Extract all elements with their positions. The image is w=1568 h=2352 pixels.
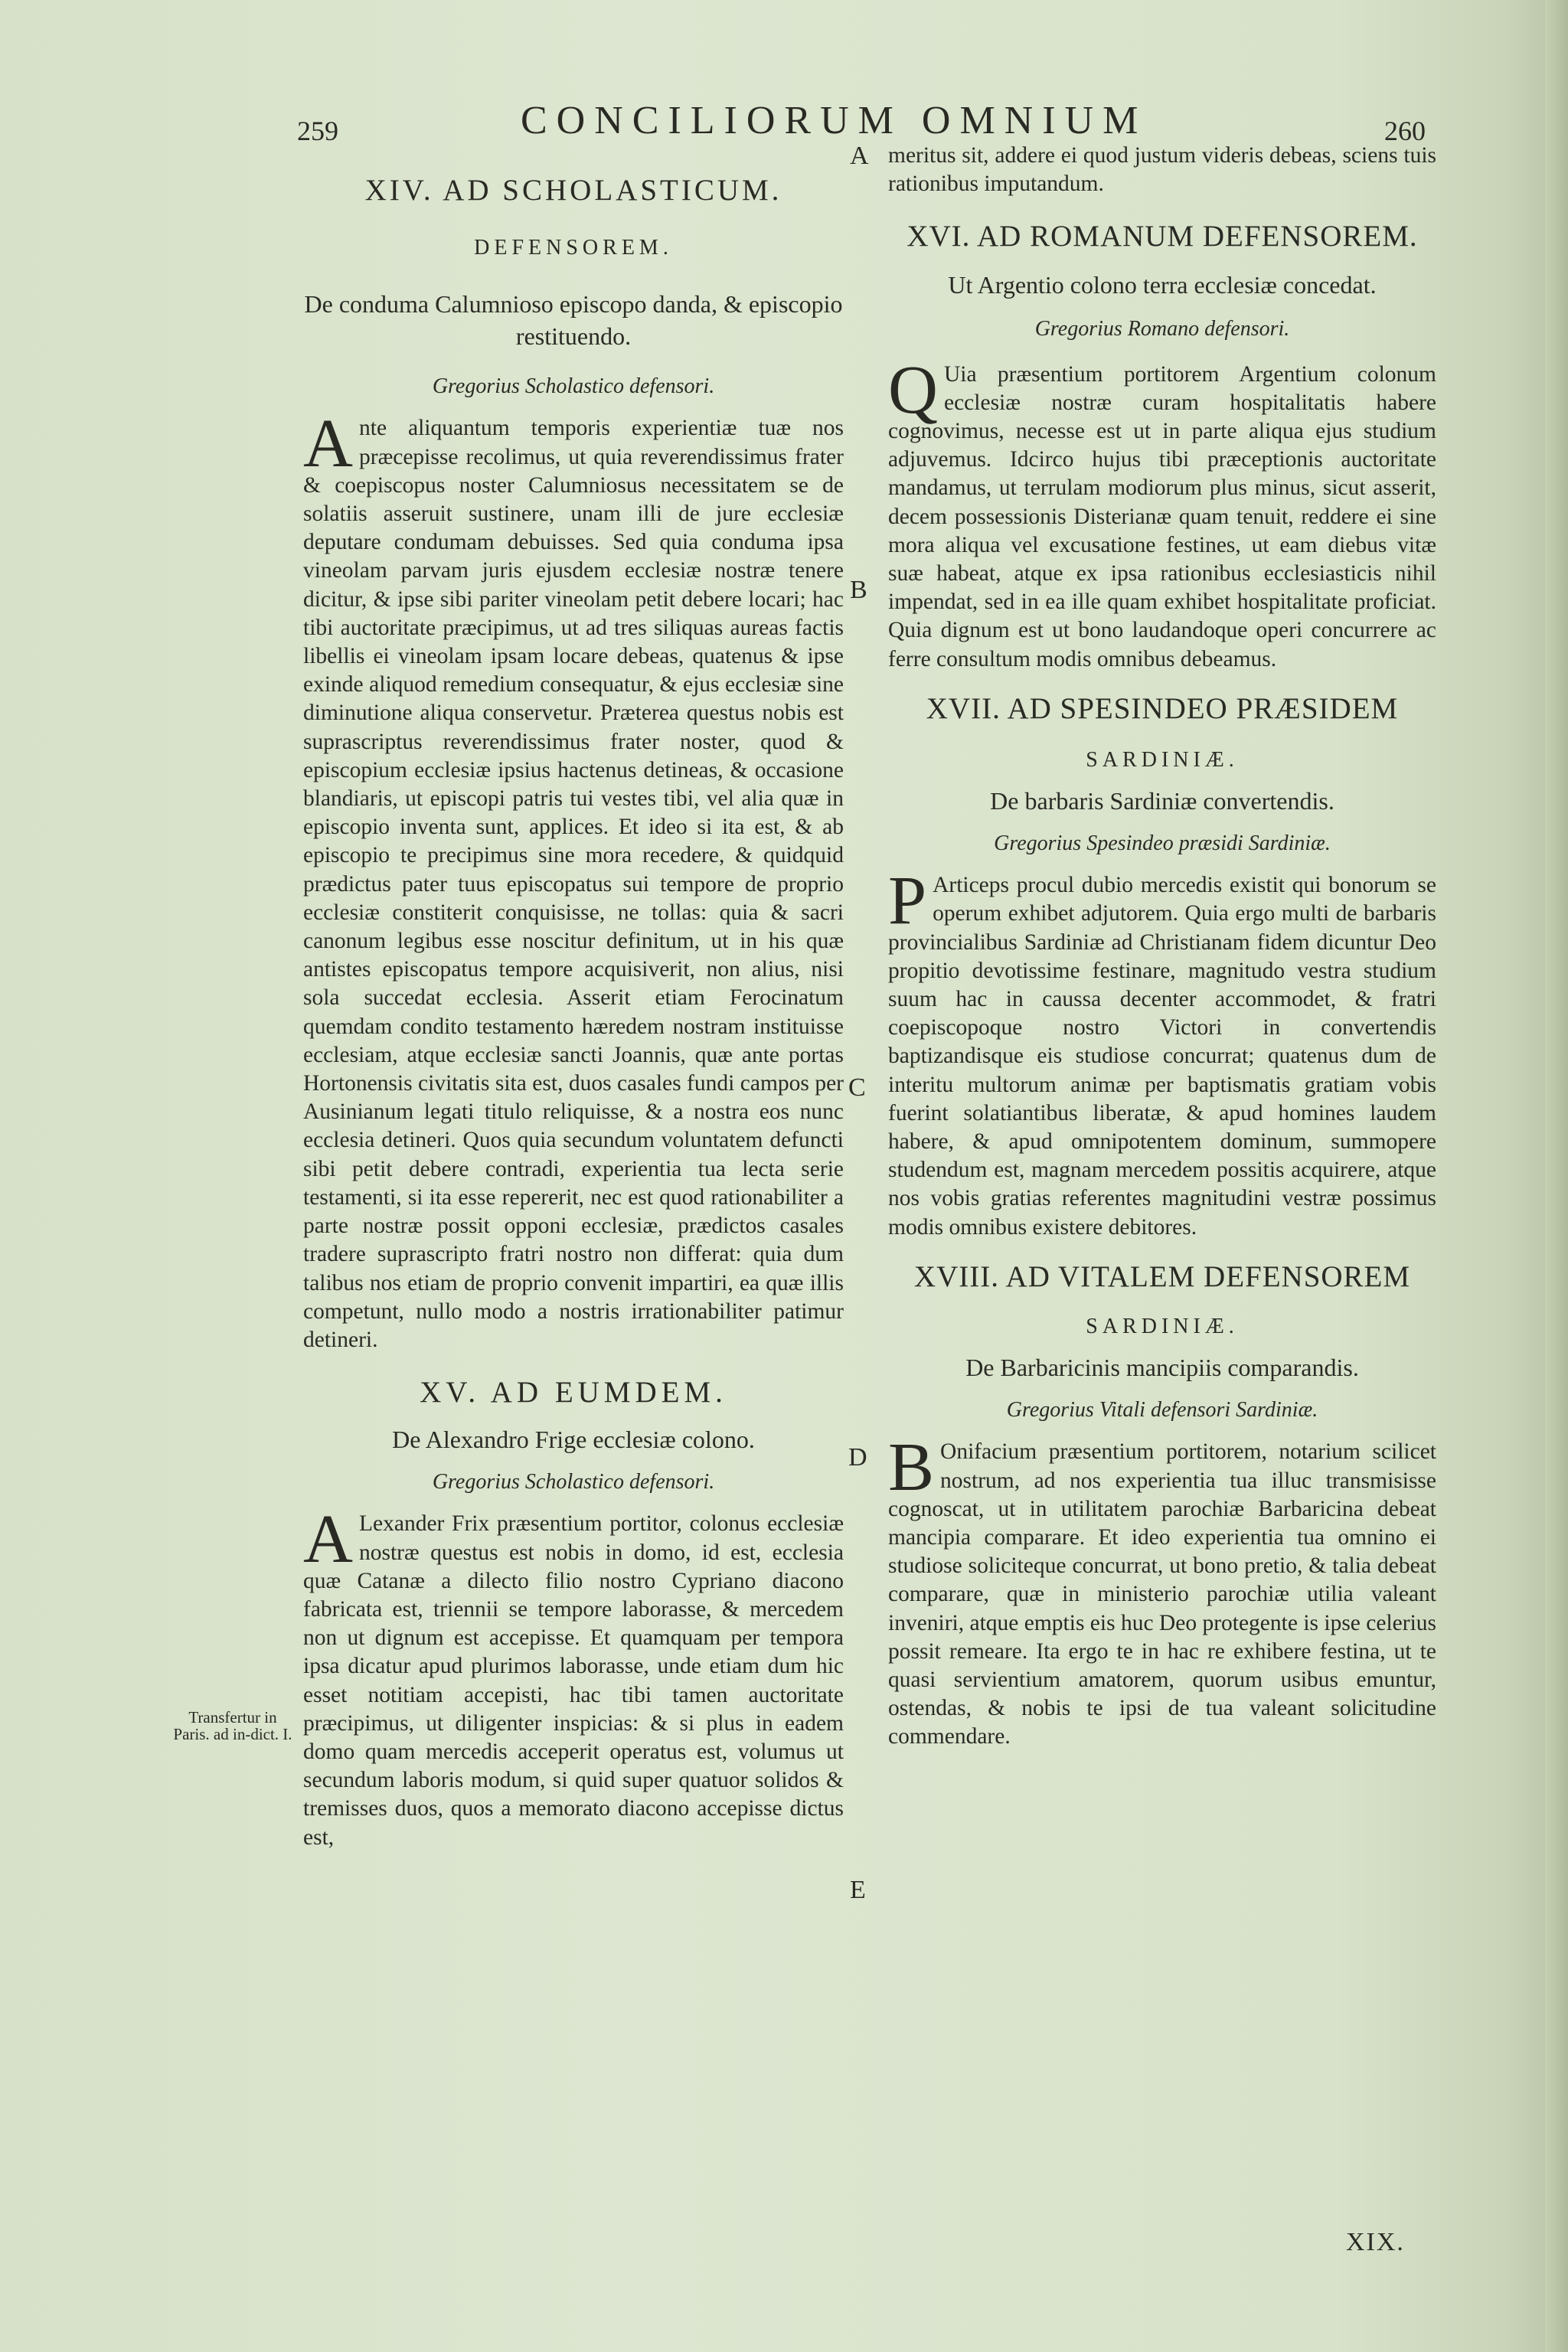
letter-xiv-subtitle: DEFENSOREM. — [474, 236, 673, 260]
left-column — [303, 172, 844, 1852]
letter-xiv-salutation: Gregorius Scholastico defensori. — [432, 374, 715, 399]
letter-xviii-body — [888, 1429, 1436, 1751]
letter-xviii-text: Onifacium præsentium portitorem, notarium scilicet nostrum, ad nos experientia tua illuc transmisisse cognoscat, ut in utilitatem parochiæ Barbaricina debeat mancipia comparare. Et ideo experientia tua omnino ei studiose soliciteque concurrat, ut bono pretio, & talia debeat comparare, quæ in ministerio parochiæ utilia valeant inveniri, atque emptis eis huc Deo protegente is ipse celerius possit remeare. Ita ergo te in hac re exhibere festina, ut te quasi servientium amatorem, quorum usibus emuntur, ostendas, & nobis te ipsi de tua valeant solicitudine commendare. — [888, 1439, 1436, 1749]
drop-cap: Q — [888, 351, 938, 428]
letter-xvi-salutation: Gregorius Romano defensori. — [1034, 317, 1290, 341]
page-number-right: 260 — [1384, 116, 1426, 146]
letter-xviii-title: XVIII. AD VITALEM DEFENSOREM — [913, 1259, 1411, 1293]
letter-xv-salutation: Gregorius Scholastico defensori. — [432, 1470, 715, 1494]
page-number-left: 259 — [297, 116, 338, 146]
letter-xv-title: XV. AD EUMDEM. — [420, 1376, 727, 1410]
letter-xvii-salutation: Gregorius Spesindeo præsidi Sardiniæ. — [994, 831, 1331, 856]
margin-letter-b: B — [850, 576, 867, 604]
letter-xvi-body — [888, 351, 1436, 674]
letter-xvi-title: XVI. AD ROMANUM DEFENSOREM. — [906, 220, 1418, 253]
drop-cap: A — [303, 406, 353, 482]
letter-xv-body — [303, 1501, 844, 1851]
letter-xv-argument: De Alexandro Frige ecclesiæ colono. — [392, 1426, 755, 1454]
letter-xvii-body — [888, 863, 1436, 1242]
letter-xiv-body — [303, 406, 844, 1354]
continuation-text: meritus sit, addere ei quod justum videris debeas, sciens tuis rationibus imputandum. — [888, 143, 1436, 197]
letter-xvi-argument: Ut Argentio colono terra ecclesiæ concedat. — [948, 271, 1377, 299]
margin-letter-a: A — [850, 142, 869, 170]
letter-xviii-salutation: Gregorius Vitali defensori Sardiniæ. — [1006, 1398, 1318, 1423]
letter-xvii-subtitle: SARDINIÆ. — [1086, 747, 1239, 772]
letter-xviii-subtitle: SARDINIÆ. — [1086, 1314, 1239, 1338]
letter-xvii-title: XVII. AD SPESINDEO PRÆSIDEM — [926, 691, 1399, 725]
margin-letter-c: C — [848, 1073, 866, 1102]
drop-cap: A — [303, 1501, 353, 1578]
letter-xiv-argument: De conduma Calumnioso episcopo danda, & episcopio restituendo. — [304, 290, 843, 351]
drop-cap: P — [888, 863, 927, 939]
letter-xvii-argument: De barbaris Sardiniæ convertendis. — [990, 787, 1334, 815]
letter-xvi-text: Uia præsentium portitorem Argentium colonum ecclesiæ nostræ curam hospitalitatis habere cognovimus, necesse est ut in parte aliqua ejus studium adjuvemus. Idcirco hujus tibi præceptionis auctoritate mandamus, ut terrulam modiorum plus minus, sicut asserit, decem possessionis Disterianæ quam tenuit, reddere ei sine mora aliqua vel excusatione festines, ut eam diebus vitæ suæ habeat, atque ex ipsa rationibus ecclesiasticis nihil impendat, sed in ea ille quam exhibet hospitalitate proficiat. Quia dignum est ut bono laudandoque operi concurrere ac ferre consultum modis omnibus debeamus. — [888, 361, 1436, 671]
side-note: Transfertur in Paris. ad in-dict. I. — [173, 1708, 292, 1743]
letter-xv-text: Lexander Frix præsentium portitor, colonus ecclesiæ nostræ questus est nobis in domo, id est, ecclesia quæ Catanæ a dilecto filio nostro Cypriano diacono fabricata est, triennii se tempore laborasse, & mercedem non ut dignum est accepisse. Et quamquam per tempora ipsa dicatur apud plurimos laborasse, unde etiam dum hic esset notitiam accepisti, hac tibi tamen auctoritate præcipimus, ut diligenter inspicias: & si plus in eadem domo quam mercedis acceperit operatus est, volumus ut secundum laboris modum, si quid super quatuor solidos & tremisses duos, quos a memorato diacono accepisse dictus est, — [303, 1511, 844, 1850]
letter-xvii-text: Articeps procul dubio mercedis existit qui bonorum se operum exhibet adjutorem. Quia ergo multi de barbaris provincialibus Sardiniæ ad Christianam fidem dicuntur Deo propitio devotissime festinare, magnitudo vestra studium suum hac in caussa decenter accommodet, & fratri coepiscopoque nostro Victori in convertendis baptizandisque eis studiose concurrat; quatenus dum de interitu multorum animæ per baptismatis gratiam vobis fuerint solatiantibus liberatæ, & apud homines laudem habere, & apud omnipotentem dominum, summopere studendum est, magnam mercedem possitis acquirere, atque nos vobis gratias referentes magnitudini vestræ possimus modis omnibus existere debitores. — [888, 873, 1436, 1240]
margin-letter-e: E — [850, 1876, 866, 1904]
right-column — [888, 142, 1436, 1752]
drop-cap: B — [888, 1429, 935, 1506]
letter-xviii-argument: De Barbaricinis mancipiis comparandis. — [965, 1354, 1359, 1382]
margin-letter-d: D — [848, 1443, 867, 1472]
letter-xiv-title: XIV. AD SCHOLASTICUM. — [364, 174, 782, 207]
letter-xiv-text: nte aliquantum temporis experientiæ tuæ nos præcepisse recolimus, ut quia reverendissimus frater & coepiscopus noster Calumniosus necessitatem se de solatiis asseruit sustinere, unam illi de jure ecclesiæ deputare condumam debuisses. Sed quia conduma ipsa vineolam parvam juris ejusdem ecclesiæ nostræ tenere dicitur, & ipse sibi pariter vineolam petit debere locari; hac tibi auctoritate præcipimus, ut ad tres siliquas aureas factis libellis ei vineolam ipsam locare debeas, quatenus & ipse exinde aliquod remedium consequatur, & ejus ecclesiæ sine diminutione aliqua conservetur. Præterea questus nobis est suprascriptus reverendissimus frater noster, quod & episcopium ecclesiæ ipsius hactenus detineas, & occasione blandiaris, ut episcopi patris tui vestes tibi, vel alia quæ in episcopio inventa sunt, applices. Et ideo si ita est, & ab episcopio te precipimus sine mora recedere, & quidquid prædictus pater tuus episcopatus sui tempore de proprio ecclesiæ constiterit conquisisse, ne tollas: quia & sacri canonum legibus esse noscitur definitum, ut in his quæ antistes episcopatus tempore acquisiverit, non alius, nisi sola succedat ecclesia. Asserit etiam Ferocinatum quemdam condito testamento hæredem nostram instituisse ecclesiam, atque ecclesiæ sancti Joannis, quæ ante portas Hortonensis civitatis sita est, duos casales fundi campos per Ausinianum legati titulo reliquisse, & a nostra eos nunc ecclesia detineri. Quos quia secundum voluntatem defuncti sibi petit debere contradi, experientia tua lecta serie testamenti, si ita esse repererit, nec est quod rationabiliter a parte nostræ possit opponi ecclesiæ, prædictos casales tradere suprascripto fratri nostro non differat: quia dum talibus nos etiam de proprio convenit impartiri, ea quæ illis competunt, nullo modo a nostris irrationabiliter patimur detineri. — [303, 416, 844, 1352]
page-edge — [1545, 0, 1568, 2352]
catchword: XIX. — [1346, 2228, 1405, 2256]
running-title: CONCILIORUM OMNIUM — [521, 99, 1148, 142]
